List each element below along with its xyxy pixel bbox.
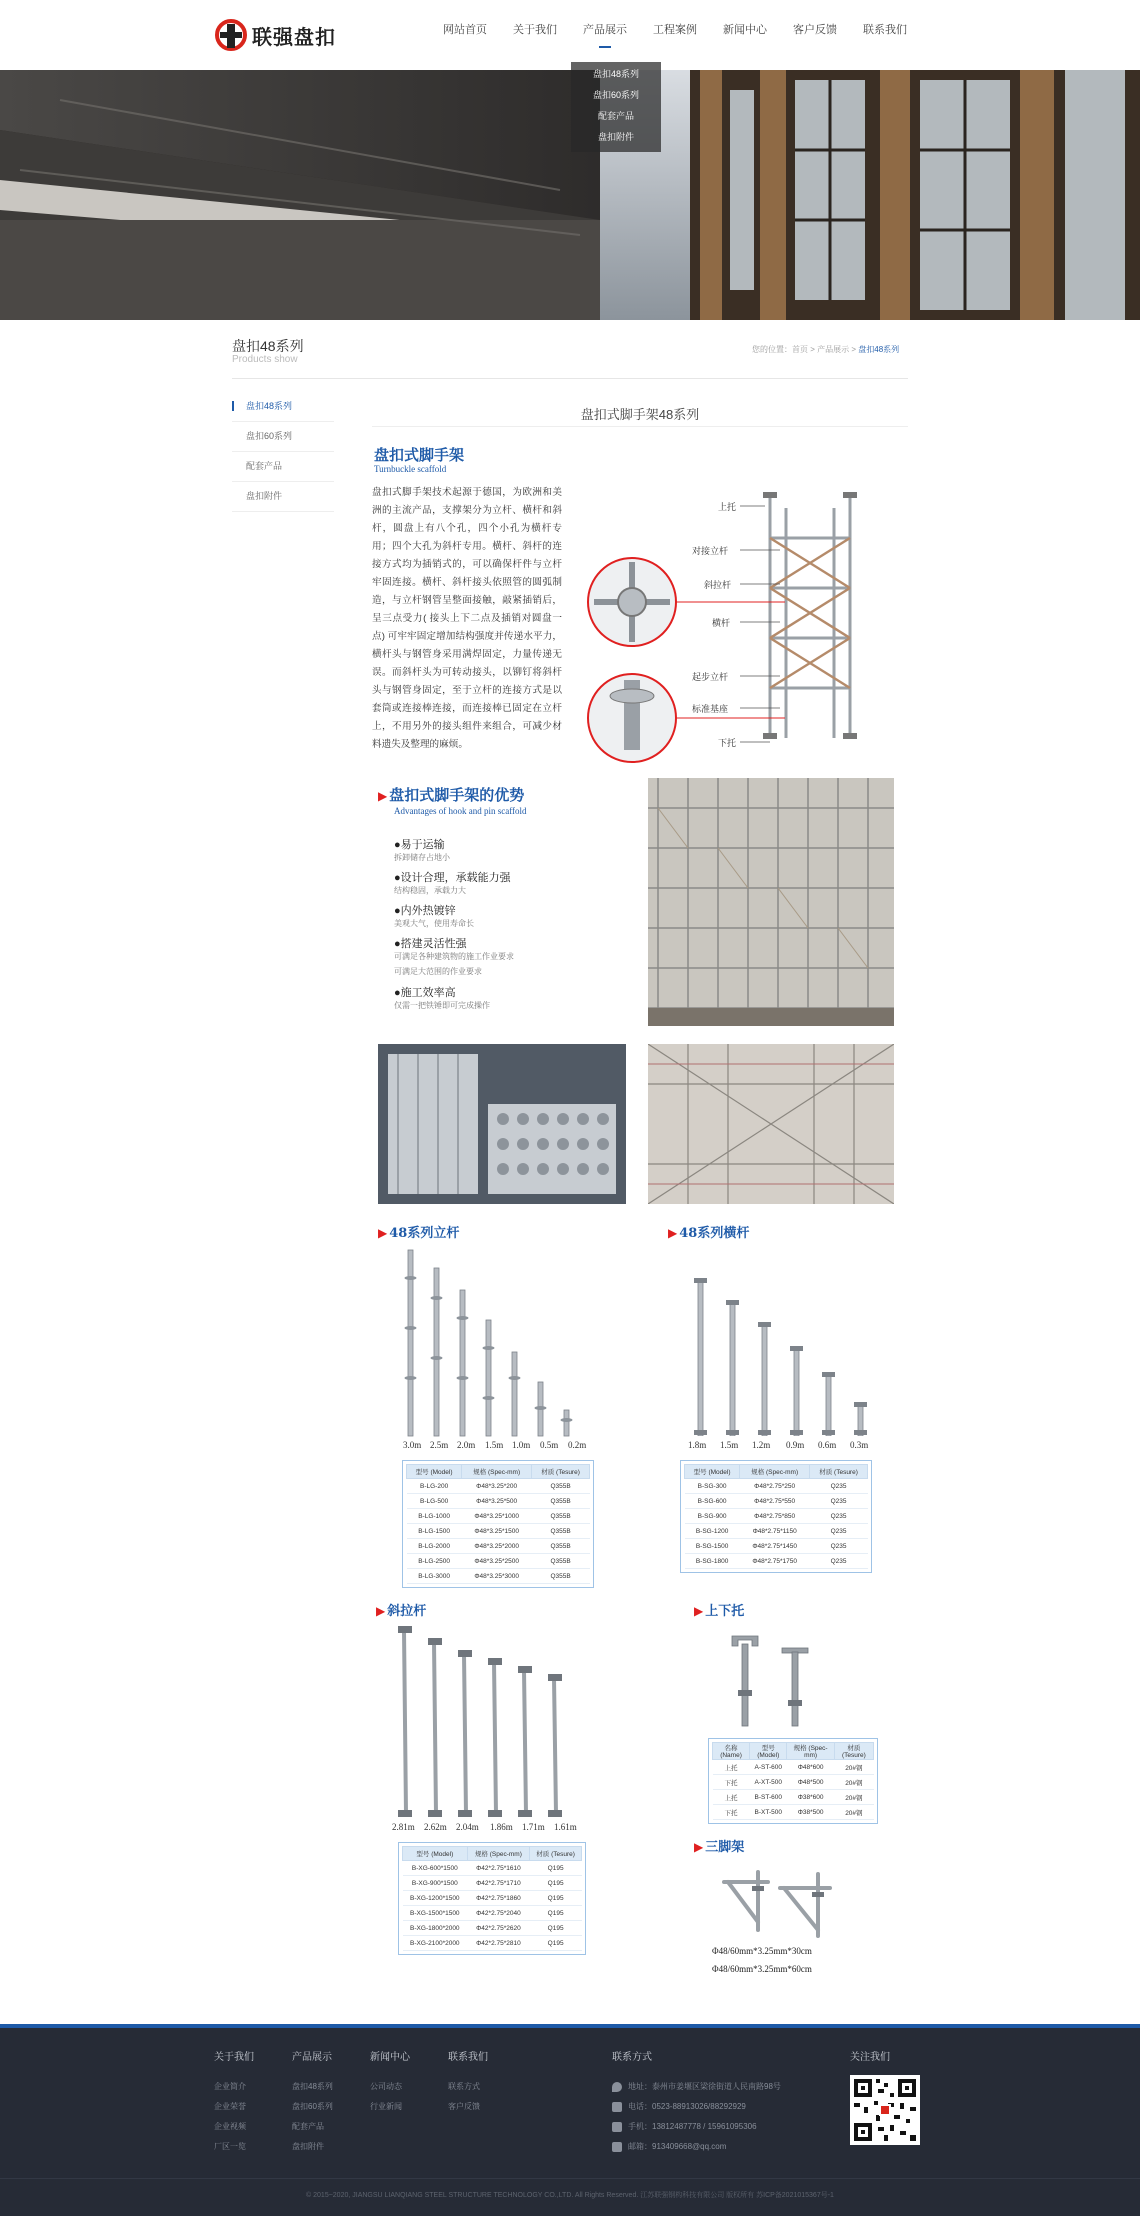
xg-size-label: 2.62m [424,1822,447,1832]
table-row: 下托 A-XT-500 Φ48*500 20#钢 [713,1775,874,1790]
footer-heading: 联系我们 [448,2052,488,2063]
dropdown-item-accessories[interactable]: 配套产品 [597,111,634,121]
products-dropdown [571,62,661,152]
printer-icon [612,2122,622,2132]
breadcrumb-prefix: 您的位置： [752,345,792,354]
sidebar-item-48[interactable]: 盘扣48系列 [232,392,334,422]
xg-size-label: 2.04m [456,1822,479,1832]
nav-feedback[interactable]: 客户反馈 [793,24,837,36]
nav-about[interactable]: 关于我们 [513,24,557,36]
nav-products[interactable]: 产品展示 [570,0,640,60]
site-footer [0,2024,1140,2216]
diagram-label: 起步立杆 [692,672,729,682]
advantage-item: ●内外热镀锌 美观大气，使用寿命长 [394,905,474,928]
advantage-item: ●施工效率高 仅需一把铁锤即可完成操作 [394,987,490,1010]
advantage-item: ●易于运输 拆卸储存占地小 [394,839,450,862]
copyright: © 2015~2020, JIANGSU LIANQIANG STEEL STRUCTURE TECHNOLOGY CO.,LTD. All Rights Reserved. 江苏联强钢构科技有限公司 版权所有 苏ICP备2021015367号-1 [306,2192,834,2199]
qr-code-icon [850,2075,920,2145]
intro-text: 盘扣式脚手架技术起源于德国，为欧洲和美洲的主流产品，支撑架分为立杆、横杆和斜杆，圆盘上有八个孔，四个小孔为横杆专用；四个大孔为斜杆专用。横杆、斜杆的连接方式均为插销式的，可以确保杆件与立杆牢固连接。横杆、斜杆接头依照管的圆弧制造，与立杆钢管呈整面接触，敲紧插销后，呈三点受力( 接头上下二点及插销对圆盘一点) 可牢牢固定增加结构强度并传递水平力，横杆头与钢管身采用满焊固定，力量传递无误。而斜杆头为可转动接头，以铆钉将斜杆头与钢管身固定，至于立杆的连接方式是以套筒或连接棒连接，而连接棒已固定在立杆上，不用另外的接头组件来组合，可减少材料遗失及整理的麻烦。 [372,487,562,750]
table-row: B-LG-3000 Φ48*3.25*3000 Q355B [407,1569,590,1584]
site-header [0,0,1140,70]
phone-icon [612,2102,622,2112]
nav-home[interactable]: 网站首页 [443,24,487,36]
table-row: B-XG-600*1500 Φ42*2.75*1610 Q195 [403,1861,582,1876]
sidebar-item-60[interactable]: 盘扣60系列 [232,422,334,452]
advantages-subheading: Advantages of hook and pin scaffold [394,806,527,816]
table-row: B-LG-200 Φ48*3.25*200 Q355B [407,1479,590,1494]
lg-size-label: 2.0m [457,1440,476,1450]
xg-heading: ▶ 斜拉杆 [376,1604,427,1619]
diagram-label: 横杆 [712,618,731,628]
lg-spec-table: 型号 (Model) 规格 (Spec-mm) 材质 (Tesure) B-LG-200 Φ48*3.25*200 Q355B B-LG-500 Φ48*3.25*500 Q355B B-LG-1000 Φ48*3.25*1000 Q355B B-LG-1500 Φ48*3.25*1500 Q355B B-LG-2000 Φ48*3.25*2000 Q355B B-LG-2500 Φ48*3.25*2500 Q355B B-LG-3000 Φ48*3.25*3000 Q355B [402,1460,594,1588]
footer-email: 邮箱：913409668@qq.com [612,2137,781,2157]
table-row: 下托 B-XT-500 Φ38*500 20#钢 [713,1805,874,1820]
diagram-label: 上托 [718,502,737,512]
stack-photo [378,1044,626,1204]
footer-col-products [292,2048,333,2157]
lg-size-label: 1.0m [512,1440,531,1450]
st-spec-table: 名称 (Name) 型号 (Model) 规格 (Spec-mm) 材质 (Tesure) 上托 A-ST-600 Φ48*600 20#钢 下托 A-XT-500 Φ48*500 20#钢 上托 B-ST-600 Φ38*600 20#钢 下托 B-XT-500 Φ38*500 20#钢 [708,1738,878,1824]
scaffold-photo [648,778,894,1026]
table-row: B-XG-1200*1500 Φ42*2.75*1860 Q195 [403,1891,582,1906]
table-row: 上托 B-ST-600 Φ38*600 20#钢 [713,1790,874,1805]
table-row: B-SG-600 Φ48*2.75*550 Q235 [685,1494,868,1509]
footer-link[interactable]: 客户反馈 [448,2102,480,2111]
footer-link[interactable]: 公司动态 [370,2082,402,2091]
sidebar [232,392,334,512]
table-row: 上托 A-ST-600 Φ48*600 20#钢 [713,1760,874,1775]
breadcrumb-products[interactable]: 产品展示 [817,345,850,354]
breadcrumb-current[interactable]: 盘扣48系列 [858,345,900,354]
triangle-icon: ▶ [694,1604,704,1618]
table-row: B-SG-1800 Φ48*2.75*1750 Q235 [685,1554,868,1569]
sj-product-image [718,1866,838,1940]
advantages-heading: ▶ 盘扣式脚手架的优势 [378,786,525,804]
triangle-icon: ▶ [378,789,388,803]
table-row: B-LG-2000 Φ48*3.25*2000 Q355B [407,1539,590,1554]
footer-follow [850,2048,920,2145]
footer-link[interactable]: 企业荣誉 [214,2102,246,2111]
table-row: B-SG-900 Φ48*2.75*850 Q235 [685,1509,868,1524]
footer-link[interactable]: 联系方式 [448,2082,480,2091]
triangle-icon: ▶ [694,1840,704,1854]
footer-link[interactable]: 盘扣附件 [292,2142,324,2151]
footer-link[interactable]: 配套产品 [292,2122,324,2131]
lg-size-label: 2.5m [430,1440,449,1450]
location-icon [612,2082,622,2092]
diagram-label: 斜拉杆 [704,580,732,590]
diagram-label: 对接立杆 [692,546,729,556]
advantage-item: ●设计合理，承载能力强 结构稳固，承载力大 [394,872,511,895]
sg-spec-table: 型号 (Model) 规格 (Spec-mm) 材质 (Tesure) B-SG-300 Φ48*2.75*250 Q235 B-SG-600 Φ48*2.75*550 Q235 B-SG-900 Φ48*2.75*850 Q235 B-SG-1200 Φ48*2.75*1150 Q235 B-SG-1500 Φ48*2.75*1450 Q235 B-SG-1800 Φ48*2.75*1750 Q235 [680,1460,872,1573]
page-title: 盘扣48系列 [232,338,304,354]
intro-subheading: Turnbuckle scaffold [374,464,447,474]
dropdown-item-parts[interactable]: 盘扣附件 [597,132,634,142]
sj-spec: Φ48/60mm*3.25mm*30cm [712,1946,812,1956]
footer-col-news [370,2048,410,2117]
footer-contact [612,2048,781,2157]
sg-size-label: 0.3m [850,1440,869,1450]
logo-text: 联强盘扣 [252,26,336,49]
st-product-image [728,1630,818,1728]
table-row: B-XG-900*1500 Φ42*2.75*1710 Q195 [403,1876,582,1891]
lg-heading: ▶ 48系列立杆 [378,1226,460,1241]
xg-spec-table: 型号 (Model) 规格 (Spec-mm) 材质 (Tesure) B-XG-600*1500 Φ42*2.75*1610 Q195 B-XG-900*1500 Φ42*2.75*1710 Q195 B-XG-1200*1500 Φ42*2.75*1860 Q195 B-XG-1500*1500 Φ42*2.75*2040 Q195 B-XG-1800*2000 Φ42*2.75*2620 Q195 B-XG-2100*2000 Φ42*2.75*2810 Q195 [398,1842,586,1955]
intro-heading: 盘扣式脚手架 [374,446,465,464]
xg-size-label: 1.71m [522,1822,545,1832]
footer-link[interactable]: 盘扣48系列 [292,2082,333,2091]
sg-size-label: 0.9m [786,1440,805,1450]
footer-link[interactable]: 盘扣60系列 [292,2102,333,2111]
diagram-label: 下托 [718,738,737,748]
logo[interactable] [214,18,336,52]
dropdown-item-60[interactable]: 盘扣60系列 [592,90,639,100]
sidebar-item-accessories[interactable]: 配套产品 [232,452,334,482]
scaffold-diagram [580,478,900,768]
breadcrumb-home[interactable]: 首页 [792,345,808,354]
table-row: B-SG-1500 Φ48*2.75*1450 Q235 [685,1539,868,1554]
sj-spec: Φ48/60mm*3.25mm*60cm [712,1964,812,1974]
divider [0,2178,1140,2179]
divider [232,378,908,379]
footer-link[interactable]: 企业视频 [214,2122,246,2131]
nav-cases[interactable]: 工程案例 [653,24,697,36]
footer-heading: 新闻中心 [370,2052,410,2063]
sg-heading: ▶ 48系列横杆 [668,1226,750,1241]
table-row: B-LG-2500 Φ48*3.25*2500 Q355B [407,1554,590,1569]
diagram-label: 标准基座 [692,704,729,714]
xg-size-label: 1.61m [554,1822,577,1832]
footer-heading: 关注我们 [850,2052,890,2063]
table-row: B-XG-1500*1500 Φ42*2.75*2040 Q195 [403,1906,582,1921]
table-row: B-LG-1000 Φ48*3.25*1000 Q355B [407,1509,590,1524]
mail-icon [612,2142,622,2152]
table-row: B-XG-2100*2000 Φ42*2.75*2810 Q195 [403,1936,582,1951]
table-row: B-XG-1800*2000 Φ42*2.75*2620 Q195 [403,1921,582,1936]
advantage-item: ●搭建灵活性强 可满足各种建筑物的施工作业要求 [394,938,514,961]
advantage-item: 可满足大范围的作业要求 [394,967,482,976]
footer-col-contact [448,2048,488,2117]
xg-size-label: 2.81m [392,1822,415,1832]
nav-contact[interactable]: 联系我们 [863,24,907,36]
lg-size-label: 1.5m [485,1440,504,1450]
xg-product-image [394,1624,594,1820]
xg-size-label: 1.86m [490,1822,513,1832]
sidebar-item-parts[interactable]: 盘扣附件 [232,482,334,512]
table-row: B-SG-1200 Φ48*2.75*1150 Q235 [685,1524,868,1539]
article-title: 盘扣式脚手架48系列 [580,407,700,422]
table-row: B-LG-1500 Φ48*3.25*1500 Q355B [407,1524,590,1539]
table-row: B-LG-500 Φ48*3.25*500 Q355B [407,1494,590,1509]
sg-size-label: 1.2m [752,1440,771,1450]
breadcrumb: 您的位置：首页 > 产品展示 > 盘扣48系列 [752,345,900,354]
st-heading: ▶ 上下托 [694,1604,745,1619]
sg-product-image [686,1276,886,1436]
footer-link[interactable]: 企业简介 [214,2082,246,2091]
sg-size-label: 1.8m [688,1440,707,1450]
table-row: B-SG-300 Φ48*2.75*250 Q235 [685,1479,868,1494]
lg-size-label: 0.2m [568,1440,587,1450]
hall-photo [648,1044,894,1204]
nav-news[interactable]: 新闻中心 [723,24,767,36]
footer-address: 地址：泰州市姜堰区梁徐街道人民南路98号 [612,2077,781,2097]
footer-heading: 产品展示 [292,2052,332,2063]
footer-phone: 电话：0523-88913026/88292929 [612,2097,781,2117]
lg-size-label: 0.5m [540,1440,559,1450]
footer-link[interactable]: 厂区一览 [214,2142,246,2151]
triangle-icon: ▶ [378,1226,388,1240]
logo-icon [214,18,248,52]
dropdown-item-48[interactable]: 盘扣48系列 [592,69,639,79]
page-subtitle: Products show [232,354,298,365]
triangle-icon: ▶ [376,1604,386,1618]
divider [372,426,908,427]
lg-size-label: 3.0m [403,1440,422,1450]
triangle-icon: ▶ [668,1226,678,1240]
sj-heading: ▶ 三脚架 [694,1840,745,1855]
footer-heading: 关于我们 [214,2052,254,2063]
main-nav [430,0,920,60]
footer-heading: 联系方式 [612,2052,652,2063]
sg-size-label: 0.6m [818,1440,837,1450]
footer-link[interactable]: 行业新闻 [370,2102,402,2111]
sg-size-label: 1.5m [720,1440,739,1450]
footer-col-about [214,2048,254,2157]
footer-mobile: 手机：13812487778 / 15961095306 [612,2117,781,2137]
hero-banner [0,70,1140,320]
lg-product-image [398,1248,598,1438]
